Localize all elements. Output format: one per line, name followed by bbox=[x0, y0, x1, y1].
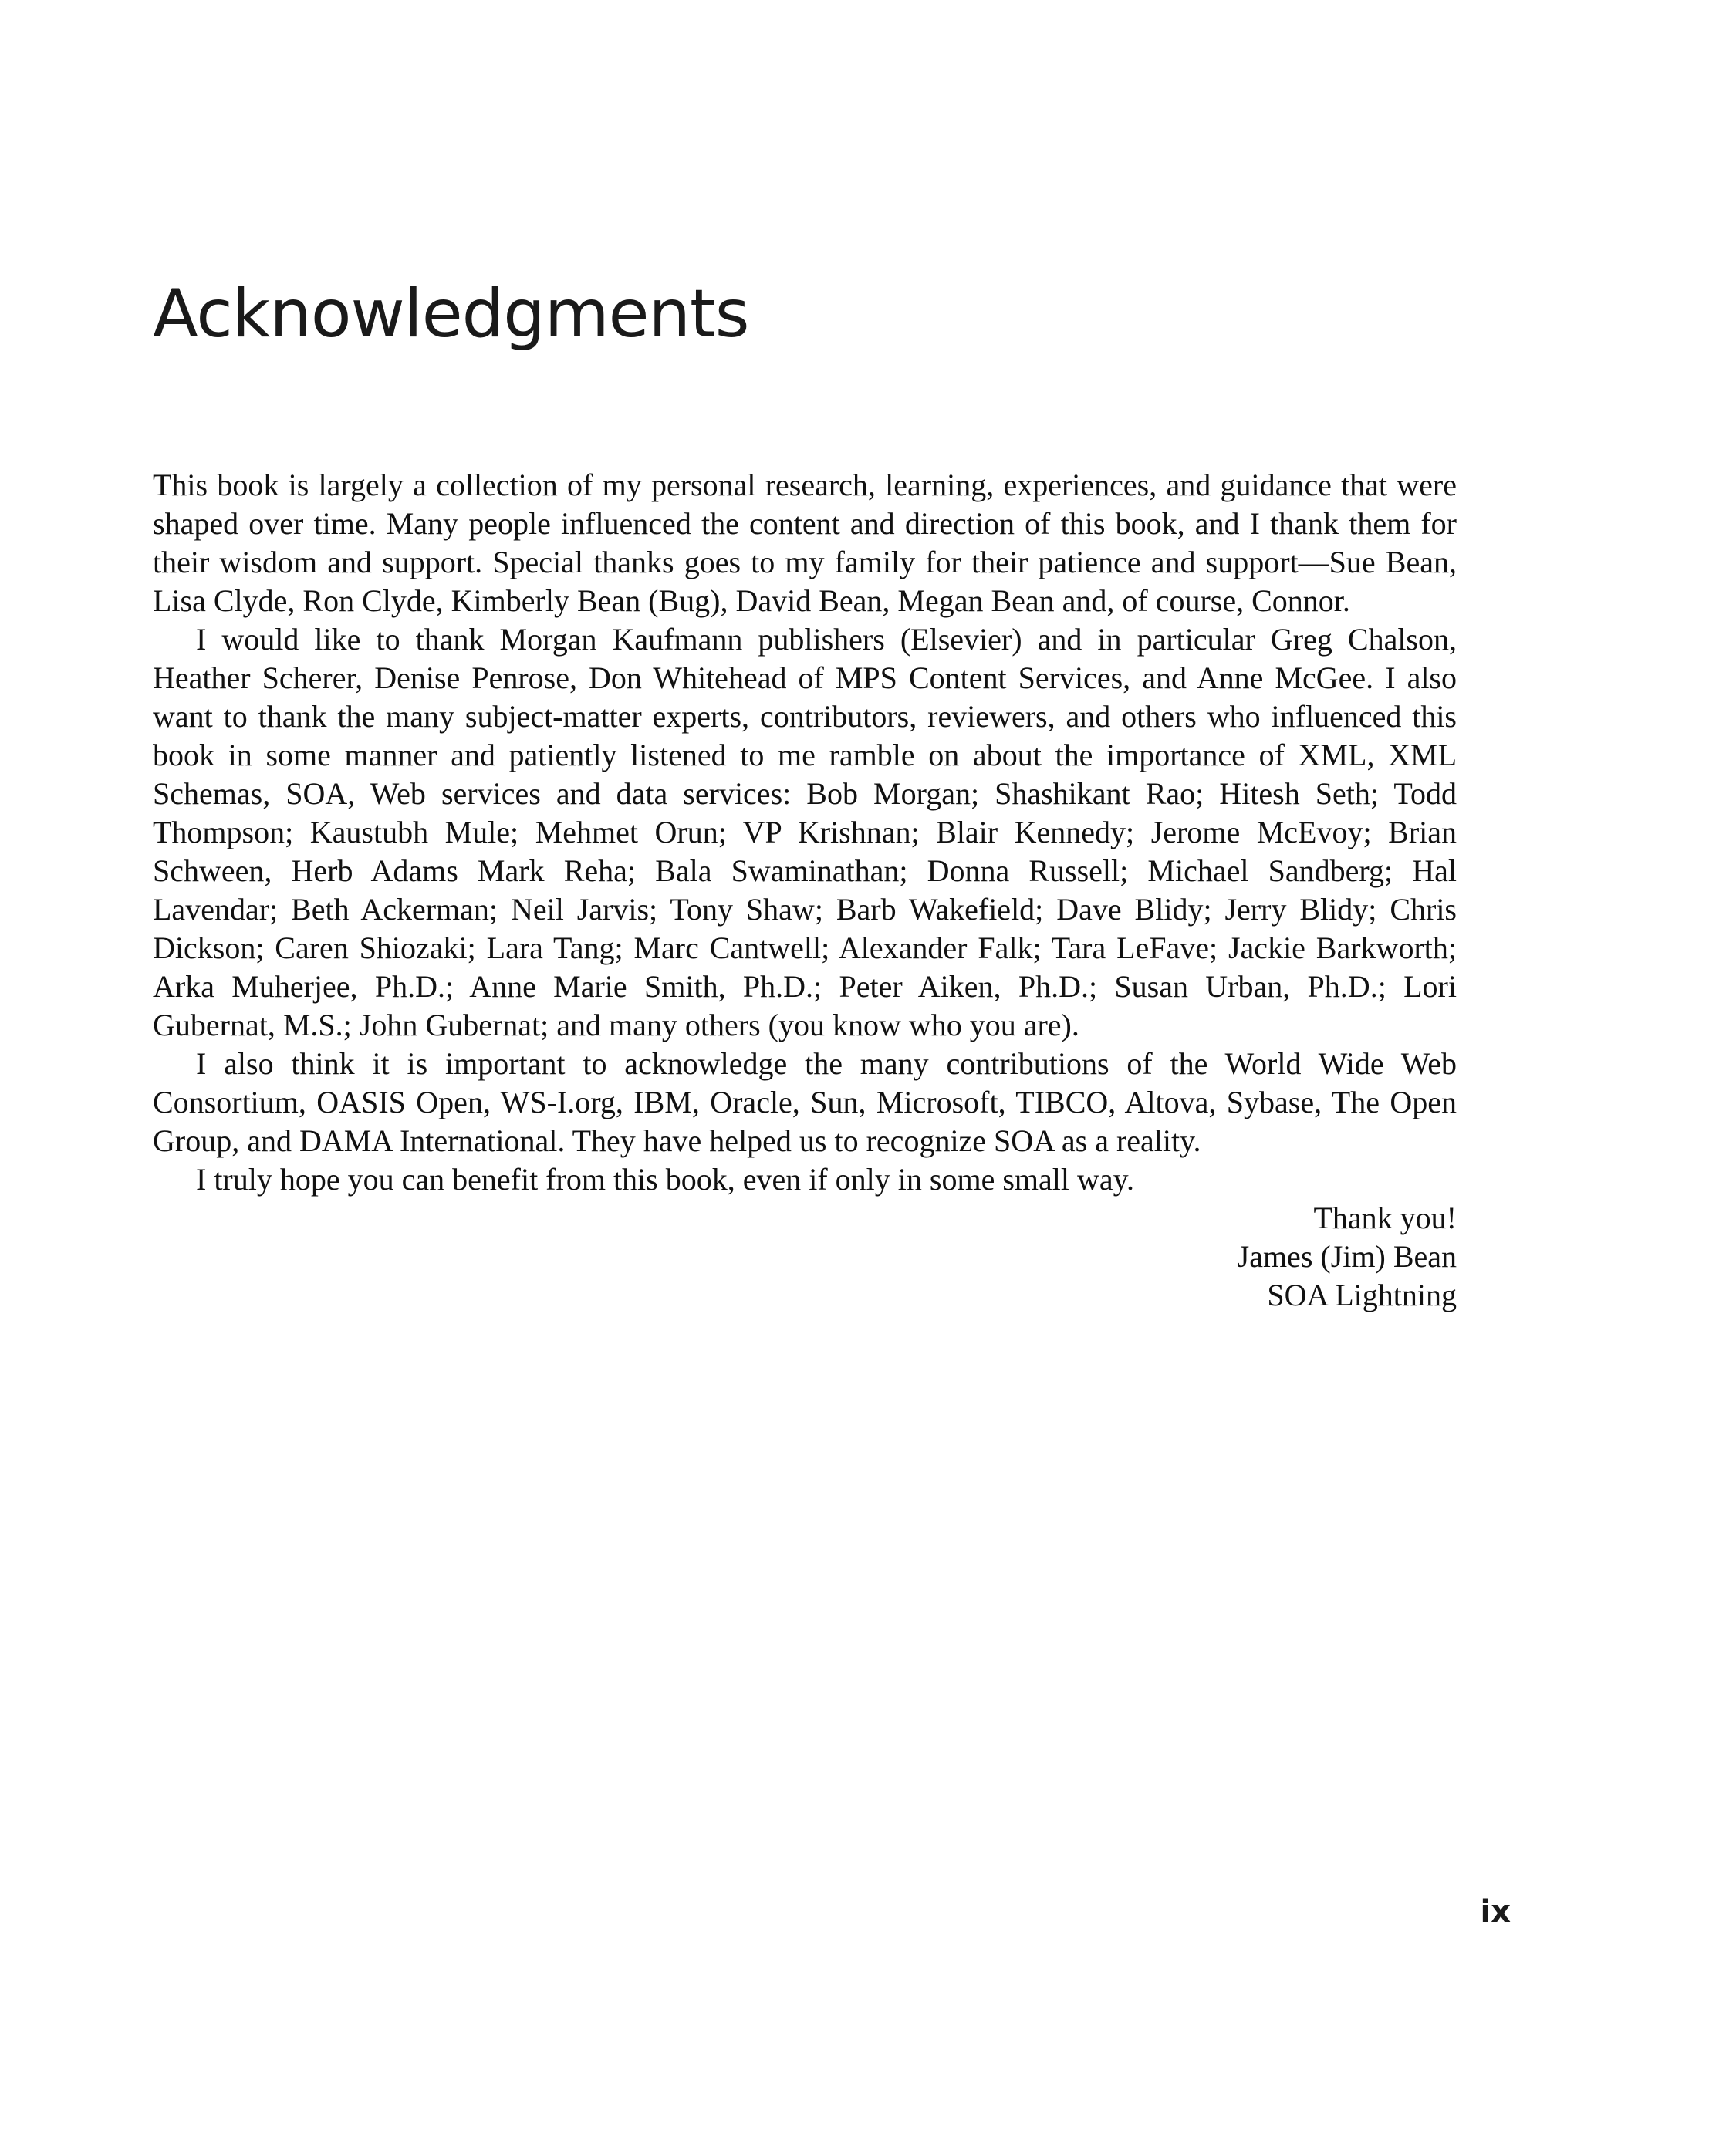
acknowledgments-body bbox=[153, 466, 1457, 1315]
signature-closing: Thank you! bbox=[1313, 1201, 1457, 1235]
signature-block bbox=[153, 1199, 1457, 1315]
signature-company: SOA Lightning bbox=[1267, 1278, 1457, 1312]
paragraph-contributors-thanks: I would like to thank Morgan Kaufmann publishers (Elsevier) and in particular Greg Chalson, Heather Scherer, Denise Penrose, Don Whitehead of MPS Content Services, and Anne McGee. I also want to thank the many subject-matter experts, contributors, reviewers, and others who influenced this book in some manner and patiently listened to me ramble on about the importance of XML, XML Schemas, SOA, Web services and data services: Bob Morgan; Shashikant Rao; Hitesh Seth; Todd Thompson; Kaustubh Mule; Mehmet Orun; VP Krishnan; Blair Kennedy; Jerome McEvoy; Brian Schween, Herb Adams Mark Reha; Bala Swaminathan; Donna Russell; Michael Sandberg; Hal Lavendar; Beth Ackerman; Neil Jarvis; Tony Shaw; Barb Wakefield; Dave Blidy; Jerry Blidy; Chris Dickson; Caren Shiozaki; Lara Tang; Marc Cantwell; Alexander Falk; Tara LeFave; Jackie Barkworth; Arka Muherjee, Ph.D.; Anne Marie Smith, Ph.D.; Peter Aiken, Ph.D.; Susan Urban, Ph.D.; Lori Gubernat, M.S.; John Gubernat; and many others (you know who you are). bbox=[153, 622, 1457, 1042]
chapter-title: Acknowledgments bbox=[153, 275, 749, 353]
paragraph-family-thanks: This book is largely a collection of my personal research, learning, experiences, and guidance that were shaped over time. Many people influenced the content and direction of this book, and I thank them for their wisdom and support. Special thanks goes to my family for their patience and support—Sue Bean, Lisa Clyde, Ron Clyde, Kimberly Bean (Bug), David Bean, Megan Bean and, of course, Connor. bbox=[153, 468, 1457, 618]
paragraph-closing-hope: I truly hope you can benefit from this book, even if only in some small way. bbox=[196, 1162, 1135, 1197]
signature-name: James (Jim) Bean bbox=[1237, 1239, 1457, 1274]
paragraph-organizations-thanks: I also think it is important to acknowledge the many contributions of the World Wide Web Consortium, OASIS Open, WS-I.org, IBM, Oracle, Sun, Microsoft, TIBCO, Altova, Sybase, The Open Group, and DAMA International. They have helped us to recognize SOA as a reality. bbox=[153, 1046, 1457, 1158]
page-number: ix bbox=[1480, 1894, 1511, 1930]
